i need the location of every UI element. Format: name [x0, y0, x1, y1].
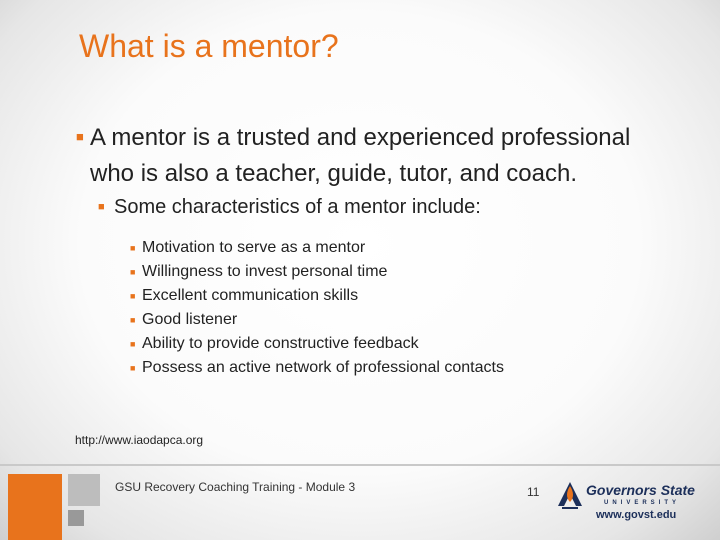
list-item: ■ Willingness to invest personal time	[132, 260, 636, 284]
decor-gray-square	[68, 474, 100, 506]
bullet-level2	[98, 193, 636, 221]
list-item: ■ Ability to provide constructive feedback	[132, 332, 636, 356]
list-item: ■ Motivation to serve as a mentor	[132, 236, 636, 260]
list-item: ■ Excellent communication skills	[132, 284, 636, 308]
page-number: 11	[527, 485, 540, 499]
characteristics-list	[132, 236, 636, 380]
square-bullet-icon: ■	[98, 201, 105, 213]
logo-name: Governors State	[586, 482, 695, 498]
logo-sub: UNIVERSITY	[604, 500, 681, 506]
decor-orange-square	[8, 474, 62, 540]
bullet-level1	[76, 120, 636, 192]
list-item: ■ Good listener	[132, 308, 636, 332]
footer-divider	[0, 464, 720, 466]
square-bullet-icon: ■	[130, 243, 136, 253]
torch-icon	[558, 482, 582, 509]
gsu-logo	[556, 476, 706, 522]
sub-bullet-text: Some characteristics of a mentor include:	[114, 196, 481, 218]
square-bullet-icon: ■	[130, 363, 136, 373]
slide-title: What is a mentor?	[79, 28, 339, 64]
footer-text: GSU Recovery Coaching Training - Module 3	[115, 480, 356, 494]
square-bullet-icon: ■	[130, 339, 136, 349]
square-bullet-icon: ■	[130, 267, 136, 277]
list-item: ■ Possess an active network of professional contacts	[132, 356, 636, 380]
bullet-text: A mentor is a trusted and experienced professional who is also a teacher, guide, tutor, and coach.	[90, 124, 631, 187]
bullet-list	[76, 120, 636, 380]
square-bullet-icon: ■	[130, 315, 136, 325]
source-url[interactable]: http://www.iaodapca.org	[75, 433, 204, 447]
decor-gray-square-small	[68, 510, 84, 526]
logo-url: www.govst.edu	[596, 509, 677, 521]
square-bullet-icon: ■	[76, 129, 84, 144]
square-bullet-icon: ■	[130, 291, 136, 301]
